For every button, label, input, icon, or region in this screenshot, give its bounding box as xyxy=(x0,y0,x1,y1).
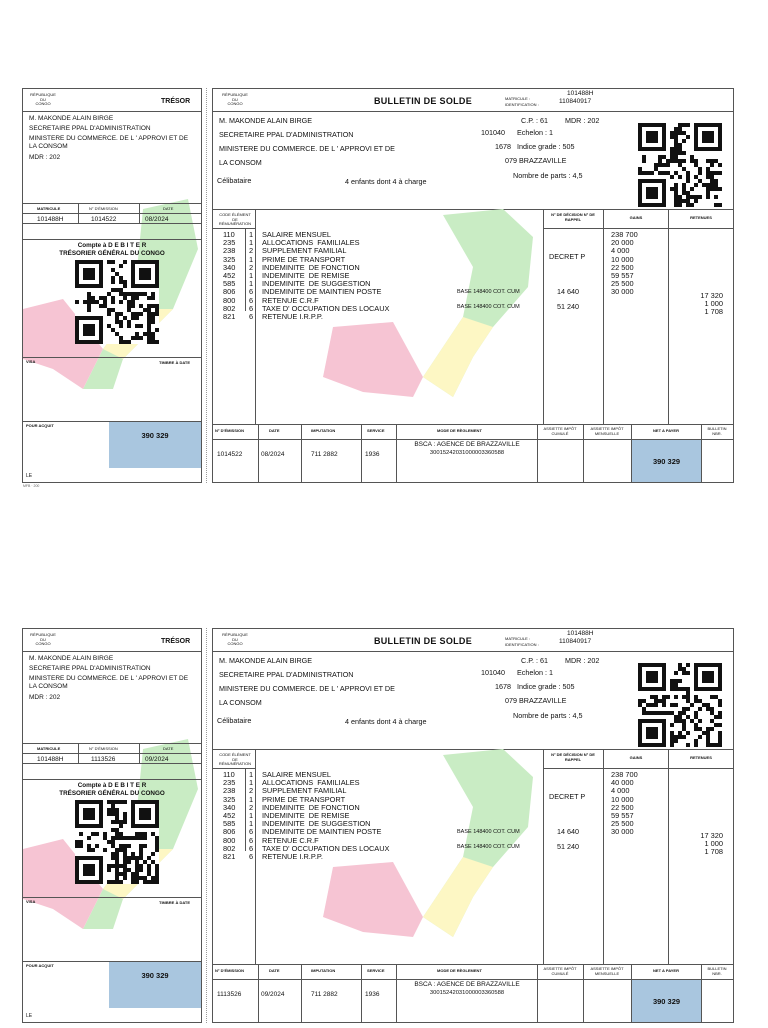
main-matricule-value: 101488H xyxy=(567,630,594,637)
cumul-value-1: 14 640 xyxy=(557,287,579,296)
table-cell: 1 xyxy=(249,279,254,289)
table-cell: 4 000 xyxy=(611,246,630,256)
table-cell: 2 xyxy=(249,786,254,796)
bulletin-title: BULLETIN DE SOLDE xyxy=(373,96,473,106)
table-cell: SALAIRE MENSUEL xyxy=(262,230,332,239)
cumul-value-2: 51 240 xyxy=(557,842,579,851)
stub-visa-label: VISA xyxy=(26,899,36,904)
table-cell: 22 500 xyxy=(611,802,634,812)
main-employee-name: M. MAKONDE ALAIN BIRGE xyxy=(219,116,313,125)
table-cell: 802 xyxy=(223,303,236,313)
stub-emission-value: 1113526 xyxy=(91,756,116,763)
stub-date-value: 09/2024 xyxy=(145,756,169,763)
bottom-header-service: SERVICE xyxy=(367,428,385,433)
table-cell: INDEMINITE DE MAINTIEN POSTE xyxy=(262,827,382,837)
stub-employee-ministry: MINISTERE DU COMMERCE. DE L ' APPROVI ET DE LA CONSOM xyxy=(29,675,189,690)
stub-employee-grade: SECRETAIRE PPAL D'ADMINISTRATION xyxy=(29,665,151,672)
table-cell: INDEMINITE DE REMISE xyxy=(262,271,350,281)
table-cell: 6 xyxy=(249,295,254,305)
bottom-imputation-value: 711 2882 xyxy=(311,991,338,998)
bottom-date-value: 09/2024 xyxy=(261,991,285,998)
net-a-payer-value: 390 329 xyxy=(652,997,681,1006)
bank-info: BSCA : AGENCE DE BRAZZAVILLE 30015242031000003360588 xyxy=(414,441,520,456)
table-cell: RETENUE I.R.P.P. xyxy=(262,852,323,862)
main-republic-label: RÉPUBLIQUE DU CONGO xyxy=(222,92,248,106)
bottom-imputation-value: 711 2882 xyxy=(311,451,338,458)
main-republic-label: RÉPUBLIQUE DU CONGO xyxy=(222,632,248,646)
table-cell: PRIME DE TRANSPORT xyxy=(262,794,346,804)
code-value-1: 101040 xyxy=(481,128,505,137)
stub-footer-code: LE xyxy=(26,473,33,479)
stub-timbre-label: TIMBRE À DATE xyxy=(159,900,191,905)
table-cell: RETENUE C.R.F xyxy=(262,835,319,845)
bulletin-title: BULLETIN DE SOLDE xyxy=(373,636,473,646)
main-employee-grade: SECRETAIRE PPAL D'ADMINISTRATION xyxy=(219,670,354,679)
main-qr-code xyxy=(638,123,722,207)
table-cell: 10 000 xyxy=(611,794,634,804)
table-cell: 2 xyxy=(249,246,254,256)
table-cell: 4 000 xyxy=(611,786,630,796)
table-cell: 452 xyxy=(223,271,236,281)
bank-info: BSCA : AGENCE DE BRAZZAVILLE 30015242031000003360588 xyxy=(414,981,520,996)
stub-net-value: 390 329 xyxy=(141,431,169,440)
table-cell: 1 xyxy=(249,254,254,264)
code-value-2: 1678 xyxy=(495,142,511,151)
indice-grade-value: Indice grade : 505 xyxy=(517,142,575,151)
table-cell: 22 500 xyxy=(611,262,634,272)
matricule-label: MATRICULE : xyxy=(505,96,531,101)
stub-matricule-header: MATRICULE xyxy=(37,746,61,751)
pay-slip xyxy=(0,628,768,1028)
stub-pour-acquit-label: POUR ACQUIT xyxy=(26,423,54,428)
table-cell: RETENUE I.R.P.P. xyxy=(262,312,323,322)
element-labels-column xyxy=(262,771,389,861)
code-value-2: 1678 xyxy=(495,682,511,691)
header-gains: GAINS xyxy=(629,755,643,760)
stub-qr-code xyxy=(75,260,159,344)
parts-value: Nombre de parts : 4,5 xyxy=(513,711,583,720)
table-cell: 802 xyxy=(223,843,236,853)
main-matricule-value: 101488H xyxy=(567,90,594,97)
element-codes-column xyxy=(223,231,235,321)
table-cell: 238 700 xyxy=(611,770,638,779)
table-cell: PRIME DE TRANSPORT xyxy=(262,254,346,264)
header-code-element: CODE ÉLÉMENT DE RÉMUNÉRATION xyxy=(218,752,252,766)
situation-value: Célibataire xyxy=(217,716,252,725)
decision-value: DECRET P xyxy=(549,252,586,261)
table-cell: INDEMINITE DE MAINTIEN POSTE xyxy=(262,287,382,297)
bottom-date-value: 08/2024 xyxy=(261,451,285,458)
table-cell: 1 000 xyxy=(704,299,723,309)
table-cell: 1 xyxy=(249,230,254,239)
stub-pour-acquit-label: POUR ACQUIT xyxy=(26,963,54,968)
base-line-1: BASE 148400 COT. CUM xyxy=(457,289,520,295)
main-employee-name: M. MAKONDE ALAIN BIRGE xyxy=(219,656,313,665)
stub-republic-label: RÉPUBLIQUE DU CONGO xyxy=(30,632,56,646)
bottom-header-imputation: IMPUTATION xyxy=(311,428,336,433)
base-line-2: BASE 148400 COT. CUM xyxy=(457,844,520,850)
bottom-service-value: 1936 xyxy=(365,451,380,458)
bottom-header-emission: N° D'ÉMISSION xyxy=(215,428,244,433)
gains-column xyxy=(611,231,638,297)
table-cell: 806 xyxy=(223,827,236,837)
table-cell: 325 xyxy=(223,254,236,264)
stub-emission-header: N° D'ÉMISSION xyxy=(89,746,118,751)
stub-tresor-label: TRÉSOR xyxy=(161,638,191,645)
table-cell: 17 320 xyxy=(700,831,723,840)
table-cell: 10 000 xyxy=(611,254,634,264)
bottom-emission-value: 1014522 xyxy=(217,451,243,458)
bottom-header-impot-cumule: ASSIETTE IMPÔT CUMULÉ xyxy=(543,966,577,976)
stub-visa-label: VISA xyxy=(26,359,36,364)
treasury-stub xyxy=(22,628,202,1023)
stub-qr-code xyxy=(75,800,159,884)
identification-label: IDENTIFICATION : xyxy=(505,102,539,107)
stub-tresor-label: TRÉSOR xyxy=(161,98,191,105)
bulletin-de-solde xyxy=(212,628,734,1023)
indice-grade-value: Indice grade : 505 xyxy=(517,682,575,691)
echelon-value: Echelon : 1 xyxy=(517,128,553,137)
table-cell: 30 000 xyxy=(611,287,634,297)
table-cell: 2 xyxy=(249,262,254,272)
stub-employee-name: M. MAKONDE ALAIN BIRGE xyxy=(29,655,114,662)
element-codes-column xyxy=(223,771,235,861)
bottom-header-date: DATE xyxy=(269,428,280,433)
net-a-payer-value: 390 329 xyxy=(652,457,681,466)
table-cell: 452 xyxy=(223,811,236,821)
table-cell: 1 xyxy=(249,819,254,829)
main-qr-code xyxy=(638,663,722,747)
table-cell: 1 xyxy=(249,778,254,788)
treasury-stub xyxy=(22,88,202,483)
main-ministry-line1: MINISTERE DU COMMERCE. DE L ' APPROVI ET DE xyxy=(219,684,395,693)
bottom-emission-value: 1113526 xyxy=(217,991,242,998)
stub-debit-info: Compte à D E B I T E R TRÉSORIER GÉNÉRAL DU CONGO xyxy=(59,242,165,257)
table-cell: 235 xyxy=(223,238,236,248)
identification-label: IDENTIFICATION : xyxy=(505,642,539,647)
stub-employee-grade: SECRETAIRE PPAL D'ADMINISTRATION xyxy=(29,125,151,132)
bottom-header-imputation: IMPUTATION xyxy=(311,968,336,973)
table-cell: 238 xyxy=(223,246,236,256)
matricule-label: MATRICULE : xyxy=(505,636,531,641)
gains-column xyxy=(611,771,638,837)
table-cell: RETENUE C.R.F xyxy=(262,295,319,305)
bottom-service-value: 1936 xyxy=(365,991,380,998)
table-cell: 6 xyxy=(249,843,254,853)
identification-value: 110840917 xyxy=(559,638,592,645)
table-cell: SUPPLEMENT FAMILIAL xyxy=(262,786,347,796)
stub-date-header: DATE xyxy=(163,206,174,211)
table-cell: INDEMINITE DE FONCTION xyxy=(262,802,360,812)
table-cell: ALLOCATIONS FAMILIALES xyxy=(262,778,360,788)
stub-print-code: MFB · 200 xyxy=(23,484,40,488)
table-cell: INDEMINITE DE FONCTION xyxy=(262,262,360,272)
table-cell: 1 xyxy=(249,794,254,804)
base-line-2: BASE 148400 COT. CUM xyxy=(457,304,520,310)
stub-emission-value: 1014522 xyxy=(91,216,117,223)
table-cell: 20 000 xyxy=(611,238,634,248)
table-cell: TAXE D' OCCUPATION DES LOCAUX xyxy=(262,303,390,313)
bottom-header-net: NET A PAYER xyxy=(653,428,679,433)
bottom-header-impot-cumule: ASSIETTE IMPÔT CUMULÉ xyxy=(543,426,577,436)
bottom-header-impot-mensuel: ASSIETTE IMPÔT MENSUELLE xyxy=(590,426,624,436)
table-cell: 340 xyxy=(223,262,236,272)
stub-matricule-value: 101488H xyxy=(37,756,64,763)
table-cell: 30 000 xyxy=(611,827,634,837)
table-cell: 1 xyxy=(249,271,254,281)
stub-employee-name: M. MAKONDE ALAIN BIRGE xyxy=(29,115,114,122)
table-cell: SUPPLEMENT FAMILIAL xyxy=(262,246,347,256)
stub-date-value: 08/2024 xyxy=(145,216,169,223)
parts-value: Nombre de parts : 4,5 xyxy=(513,171,583,180)
cumul-value-2: 51 240 xyxy=(557,302,579,311)
city-value: 079 BRAZZAVILLE xyxy=(505,696,567,705)
main-mdr-value: MDR : 202 xyxy=(565,116,600,125)
bottom-header-emission: N° D'ÉMISSION xyxy=(215,968,244,973)
table-cell: INDEMINITE DE SUGGESTION xyxy=(262,279,371,289)
stub-employee-mdr: MDR : 202 xyxy=(29,154,61,161)
identification-value: 110840917 xyxy=(559,98,592,105)
table-cell: 6 xyxy=(249,287,254,297)
table-cell: 800 xyxy=(223,835,236,845)
table-cell: 2 xyxy=(249,802,254,812)
main-employee-grade: SECRETAIRE PPAL D'ADMINISTRATION xyxy=(219,130,354,139)
table-cell: 25 500 xyxy=(611,819,634,829)
table-cell: 340 xyxy=(223,802,236,812)
stub-debit-info: Compte à D E B I T E R TRÉSORIER GÉNÉRAL DU CONGO xyxy=(59,782,165,797)
header-gains: GAINS xyxy=(629,215,643,220)
table-cell: 800 xyxy=(223,295,236,305)
bottom-header-bulletin: BULLETIN NBR. xyxy=(707,966,727,976)
table-cell: 6 xyxy=(249,827,254,837)
table-cell: 40 000 xyxy=(611,778,634,788)
city-value: 079 BRAZZAVILLE xyxy=(505,156,567,165)
bottom-header-service: SERVICE xyxy=(367,968,385,973)
retenues-column xyxy=(693,832,723,857)
table-cell: 1 xyxy=(249,811,254,821)
table-cell: 235 xyxy=(223,778,236,788)
table-cell: TAXE D' OCCUPATION DES LOCAUX xyxy=(262,843,390,853)
table-cell: 1 000 xyxy=(704,839,723,849)
table-cell: 25 500 xyxy=(611,279,634,289)
bottom-header-date: DATE xyxy=(269,968,280,973)
situation-value: Célibataire xyxy=(217,176,252,185)
table-cell: ALLOCATIONS FAMILIALES xyxy=(262,238,360,248)
pay-slip xyxy=(0,88,768,488)
table-cell: 238 xyxy=(223,786,236,796)
retenues-column xyxy=(693,292,723,317)
stub-date-header: DATE xyxy=(163,746,174,751)
table-cell: INDEMINITE DE SUGGESTION xyxy=(262,819,371,829)
table-cell: 821 xyxy=(223,312,236,322)
table-cell: 110 xyxy=(223,230,235,239)
bottom-header-bulletin: BULLETIN NBR. xyxy=(707,426,727,436)
stub-matricule-value: 101488H xyxy=(37,216,64,223)
table-cell: 585 xyxy=(223,279,236,289)
table-cell: 1 708 xyxy=(704,847,723,857)
stub-emission-header: N° D'ÉMISSION xyxy=(89,206,118,211)
bottom-header-impot-mensuel: ASSIETTE IMPÔT MENSUELLE xyxy=(590,966,624,976)
table-cell: 806 xyxy=(223,287,236,297)
stub-timbre-label: TIMBRE À DATE xyxy=(159,360,191,365)
table-cell: 6 xyxy=(249,852,254,862)
table-cell: 1 xyxy=(249,770,254,779)
table-cell: 1 708 xyxy=(704,307,723,317)
table-cell: SALAIRE MENSUEL xyxy=(262,770,332,779)
table-cell: 59 557 xyxy=(611,811,634,821)
children-value: 4 enfants dont 4 à charge xyxy=(345,177,427,186)
table-cell: 585 xyxy=(223,819,236,829)
stub-net-value: 390 329 xyxy=(141,971,169,980)
stub-republic-label: RÉPUBLIQUE DU CONGO xyxy=(30,92,56,106)
element-qty-column xyxy=(249,231,253,321)
table-cell: 821 xyxy=(223,852,236,862)
cp-value: C.P. : 61 xyxy=(521,656,549,665)
echelon-value: Echelon : 1 xyxy=(517,668,553,677)
stub-employee-info xyxy=(29,655,197,702)
cp-value: C.P. : 61 xyxy=(521,116,549,125)
main-mdr-value: MDR : 202 xyxy=(565,656,600,665)
main-ministry-line2: LA CONSOM xyxy=(219,698,262,707)
table-cell: 59 557 xyxy=(611,271,634,281)
table-cell: 1 xyxy=(249,238,254,248)
cumul-value-1: 14 640 xyxy=(557,827,579,836)
header-decision: N° DE DÉCISION N° DE RAPPEL xyxy=(551,212,595,222)
stub-net-box xyxy=(109,422,201,468)
table-cell: INDEMINITE DE REMISE xyxy=(262,811,350,821)
stub-employee-mdr: MDR : 202 xyxy=(29,694,61,701)
stub-employee-ministry: MINISTERE DU COMMERCE. DE L ' APPROVI ET DE LA CONSOM xyxy=(29,135,189,150)
bottom-header-mode: MODE DE RÈGLEMENT xyxy=(437,968,482,973)
table-cell: 325 xyxy=(223,794,236,804)
decision-value: DECRET P xyxy=(549,792,586,801)
table-cell: 17 320 xyxy=(700,291,723,300)
header-retenues: RETENUES xyxy=(690,755,712,760)
table-cell: 6 xyxy=(249,303,254,313)
table-cell: 110 xyxy=(223,770,235,779)
code-value-1: 101040 xyxy=(481,668,505,677)
header-decision: N° DE DÉCISION N° DE RAPPEL xyxy=(551,752,595,762)
table-cell: 6 xyxy=(249,312,254,322)
main-ministry-line1: MINISTERE DU COMMERCE. DE L ' APPROVI ET DE xyxy=(219,144,395,153)
stub-matricule-header: MATRICULE xyxy=(37,206,61,211)
element-labels-column xyxy=(262,231,389,321)
bottom-header-mode: MODE DE RÈGLEMENT xyxy=(437,428,482,433)
bulletin-de-solde xyxy=(212,88,734,483)
stub-employee-info xyxy=(29,115,197,162)
header-retenues: RETENUES xyxy=(690,215,712,220)
stub-footer-code: LE xyxy=(26,1013,33,1019)
stub-net-box xyxy=(109,962,201,1008)
table-cell: 6 xyxy=(249,835,254,845)
base-line-1: BASE 148400 COT. CUM xyxy=(457,829,520,835)
element-qty-column xyxy=(249,771,253,861)
header-code-element: CODE ÉLÉMENT DE RÉMUNÉRATION xyxy=(218,212,252,226)
main-ministry-line2: LA CONSOM xyxy=(219,158,262,167)
table-cell: 238 700 xyxy=(611,230,638,239)
children-value: 4 enfants dont 4 à charge xyxy=(345,717,427,726)
bottom-header-net: NET A PAYER xyxy=(653,968,679,973)
